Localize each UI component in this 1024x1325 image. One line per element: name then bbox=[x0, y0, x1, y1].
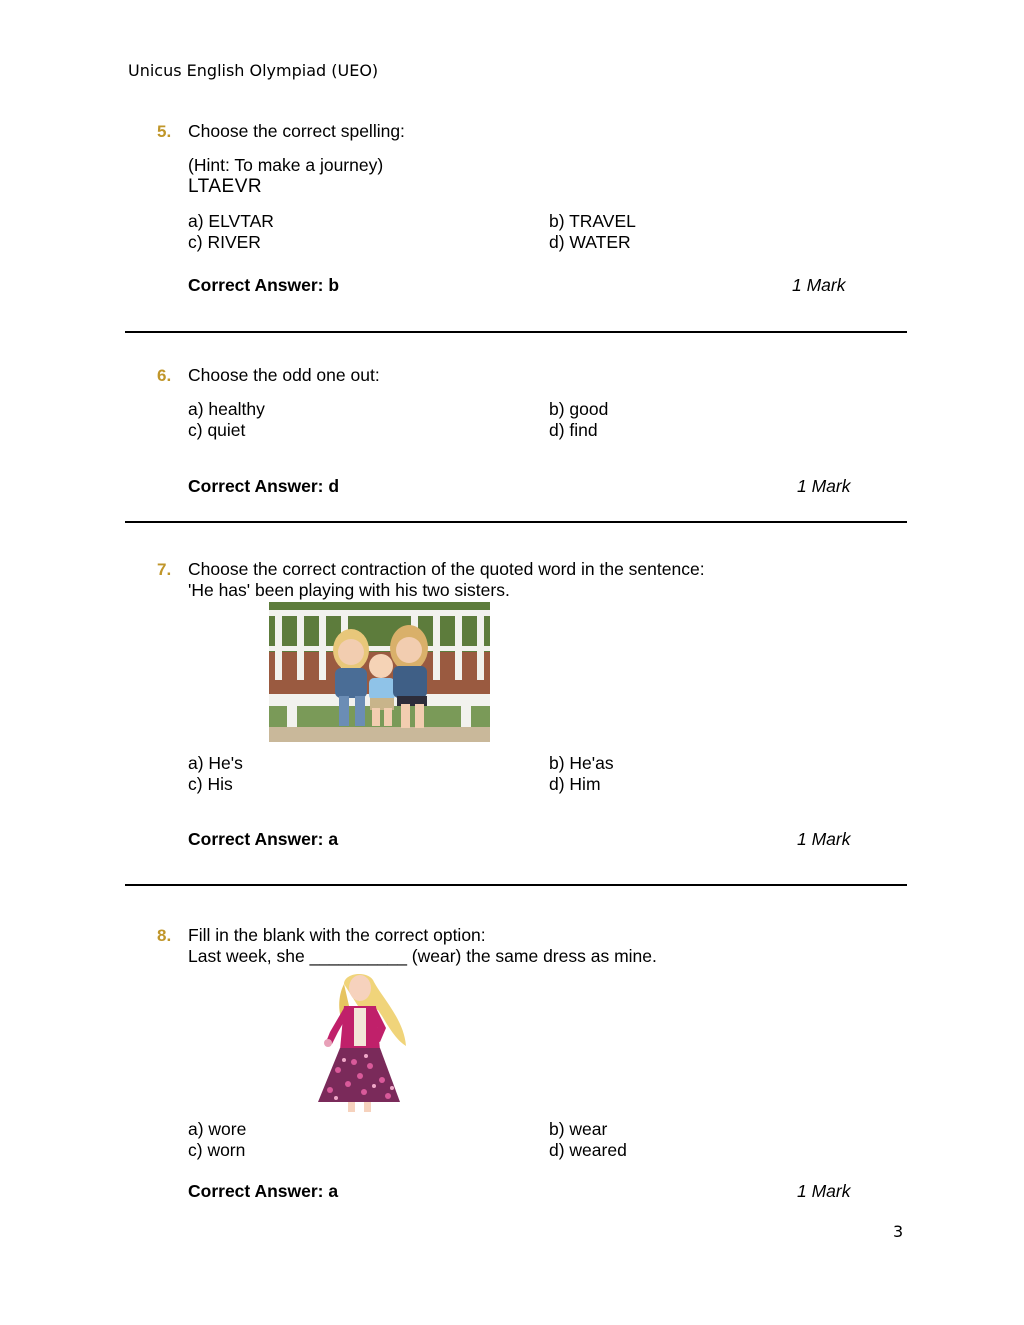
option-b: b) good bbox=[549, 399, 609, 419]
question-number: 7. bbox=[157, 560, 172, 579]
option-a: a) wore bbox=[188, 1119, 247, 1139]
question-number: 8. bbox=[157, 926, 172, 945]
children-on-bench-image bbox=[269, 602, 490, 742]
correct-answer: Correct Answer: b bbox=[188, 275, 340, 295]
question-prompt: Choose the correct contraction of the quoted word in the sentence: bbox=[188, 559, 705, 579]
document-header: Unicus English Olympiad (UEO) bbox=[128, 61, 379, 80]
option-d: d) Him bbox=[549, 774, 601, 794]
option-a: a) healthy bbox=[188, 399, 265, 419]
question-prompt: Fill in the blank with the correct option: bbox=[188, 925, 486, 945]
option-d: d) find bbox=[549, 420, 598, 440]
option-c: c) worn bbox=[188, 1140, 246, 1160]
section-divider bbox=[125, 521, 907, 523]
question-number: 6. bbox=[157, 366, 172, 385]
option-c: c) RIVER bbox=[188, 232, 261, 252]
question-prompt: Choose the odd one out: bbox=[188, 365, 380, 385]
question-sentence: Last week, she __________ (wear) the same dress as mine. bbox=[188, 946, 657, 966]
option-d: d) WATER bbox=[549, 232, 631, 252]
mark-value: 1 Mark bbox=[797, 476, 851, 496]
question-prompt: Choose the correct spelling: bbox=[188, 121, 405, 141]
option-c: c) quiet bbox=[188, 420, 246, 440]
mark-value: 1 Mark bbox=[797, 1181, 851, 1201]
option-a: a) ELVTAR bbox=[188, 211, 274, 231]
page-number: 3 bbox=[893, 1222, 904, 1241]
doll-image bbox=[308, 970, 412, 1112]
mark-value: 1 Mark bbox=[797, 829, 851, 849]
option-c: c) His bbox=[188, 774, 233, 794]
option-b: b) wear bbox=[549, 1119, 608, 1139]
section-divider bbox=[125, 884, 907, 886]
option-d: d) weared bbox=[549, 1140, 627, 1160]
correct-answer: Correct Answer: d bbox=[188, 476, 340, 496]
jumbled-word: LTAEVR bbox=[188, 176, 263, 197]
section-divider bbox=[125, 331, 907, 333]
correct-answer: Correct Answer: a bbox=[188, 1181, 339, 1201]
question-hint: (Hint: To make a journey) bbox=[188, 155, 384, 175]
mark-value: 1 Mark bbox=[792, 275, 846, 295]
option-a: a) He's bbox=[188, 753, 243, 773]
question-sentence: 'He has' been playing with his two sisters. bbox=[188, 580, 510, 600]
correct-answer: Correct Answer: a bbox=[188, 829, 339, 849]
question-number: 5. bbox=[157, 122, 172, 141]
option-b: b) TRAVEL bbox=[549, 211, 636, 231]
option-b: b) He'as bbox=[549, 753, 614, 773]
